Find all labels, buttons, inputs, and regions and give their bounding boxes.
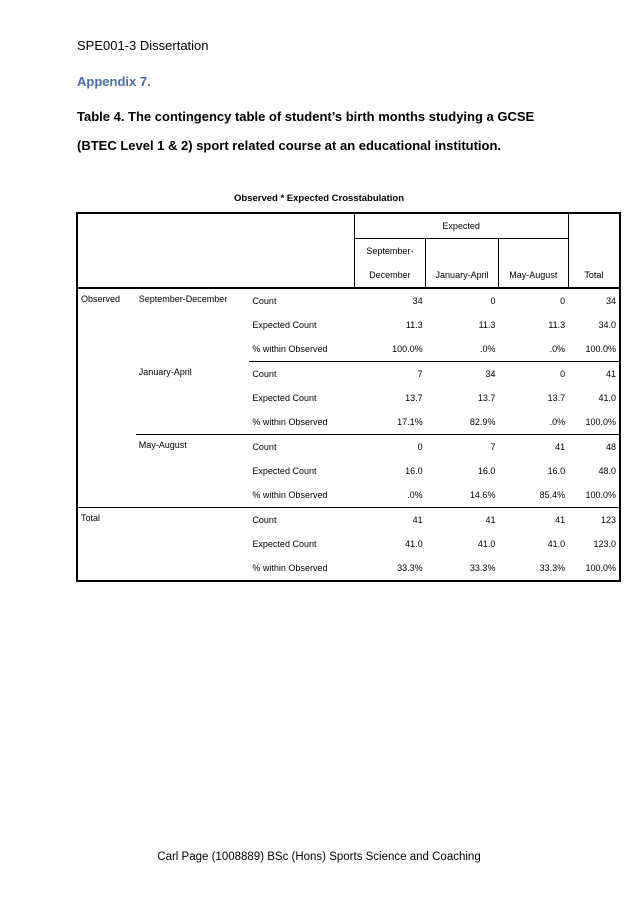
stat-label: % within Observed [252,563,328,573]
stat-label: Count [252,369,277,379]
stat-label: % within Observed [249,410,354,435]
stat-label: Count [252,442,277,452]
cell-value: 41.0 [547,539,566,549]
table-caption-line-2: (BTEC Level 1 & 2) sport related course at an educational institution. [77,138,502,153]
cell-value: 48 [605,442,616,452]
cell-value: 41.0 [405,539,423,549]
cell-value: 13.7 [547,393,566,403]
cell-value: 100.0% [585,563,616,573]
header-corner [77,213,354,288]
col-header-jan-apr: January-April [426,239,499,289]
cell-value: .0% [498,337,568,362]
cell-value: 0 [490,296,496,306]
cell-value: 0 [560,369,566,379]
cell-value: 16.0 [405,466,423,476]
table-row [77,508,620,533]
cell-value: 41.0 [598,393,616,403]
stat-label: Expected Count [252,393,317,403]
table-row [77,435,620,460]
col-header-sept-line1: September- [354,239,426,264]
cell-value: 100.0% [568,410,620,435]
col-header-may-aug: May-August [498,239,568,289]
cell-value: 13.7 [477,393,496,403]
cell-value: 11.3 [478,320,496,330]
cell-value: 100.0% [354,337,426,362]
group-name-sep-dec: September-December [138,294,228,304]
cell-value: 16.0 [477,466,496,476]
cell-value: 0 [417,442,423,452]
cell-value: 7 [490,442,496,452]
stat-label: Expected Count [252,320,317,330]
stat-label: Count [252,296,277,306]
cell-value: 33.3% [539,563,566,573]
cell-value: 34 [412,296,423,306]
crosstab-table [76,212,621,582]
cell-value: 123.0 [593,539,616,549]
cell-value: 100.0% [568,337,620,362]
cell-value: .0% [498,410,568,435]
col-header-sept-line2: December [354,263,426,288]
observed-label: Observed [77,288,136,508]
page-header: SPE001-3 Dissertation [77,38,209,53]
cell-value: 33.3% [469,563,496,573]
cell-value: 123 [600,515,616,525]
expected-header: Expected [354,213,568,239]
cell-value: 13.7 [405,393,423,403]
cell-value: 7 [417,369,423,379]
cell-value: 100.0% [568,483,620,508]
cell-value: .0% [426,337,499,362]
appendix-title: Appendix 7. [77,74,151,89]
table-row [77,288,620,313]
cell-value: 41 [412,515,423,525]
stat-label: Expected Count [252,466,317,476]
cell-value: 41.0 [477,539,496,549]
cell-value: 34.0 [598,320,616,330]
total-column-header: Total [568,213,620,288]
cell-value: 34 [485,369,496,379]
page-footer: Carl Page (1008889) BSc (Hons) Sports Science and Coaching [157,851,481,863]
cell-value: 17.1% [354,410,426,435]
table-caption-line-1: Table 4. The contingency table of student’s birth months studying a GCSE [77,109,535,124]
cell-value: 11.3 [548,320,566,330]
cell-value: 85.4% [498,483,568,508]
cell-value: 41 [605,369,616,379]
total-row-label: Total [81,513,101,523]
cell-value: 48.0 [598,466,616,476]
cell-value: 14.6% [426,483,499,508]
cell-value: .0% [354,483,426,508]
cell-value: 41 [485,515,496,525]
header-row-expected [77,213,620,239]
crosstab-title: Observed * Expected Crosstabulation [234,193,404,204]
cell-value: 16.0 [547,466,566,476]
table-row [77,362,620,387]
stat-label: % within Observed [249,483,354,508]
stat-label: Expected Count [252,539,317,549]
cell-value: 41 [555,442,566,452]
cell-value: 33.3% [397,563,423,573]
stat-label: Count [252,515,277,525]
cell-value: 41 [555,515,566,525]
stat-label: % within Observed [249,337,354,362]
group-name-jan-apr: January-April [136,362,250,435]
cell-value: 34 [605,296,616,306]
group-name-may-aug: May-August [136,435,250,508]
cell-value: 0 [560,296,566,306]
cell-value: 82.9% [426,410,499,435]
cell-value: 11.3 [405,320,423,330]
